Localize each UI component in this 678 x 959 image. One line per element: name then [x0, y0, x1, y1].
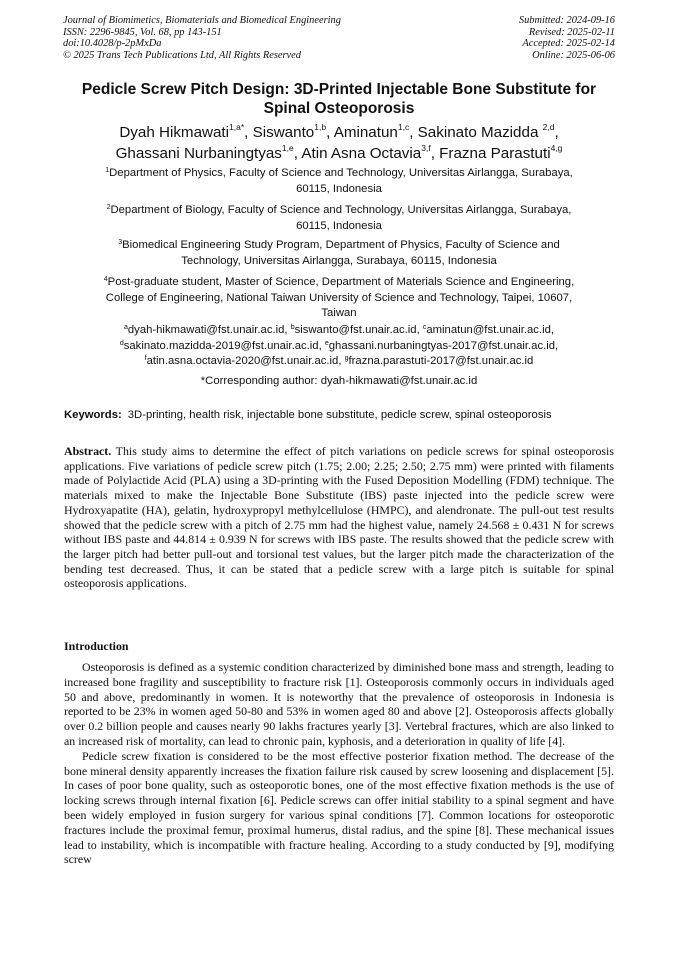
affiliation-text: Taiwan	[321, 307, 357, 320]
author-name: Frazna Parastuti	[439, 144, 551, 162]
email-address[interactable]: ghassani.nurbaningtyas-2017@fst.unair.ac.id,	[328, 339, 559, 352]
email-mark: g	[344, 355, 349, 363]
author-affiliation-mark: 1,b	[314, 122, 327, 132]
introduction-heading: Introduction	[64, 639, 129, 653]
affiliation-mark: 3	[118, 239, 123, 246]
date-revised: Revised: 2025-02-11	[528, 26, 615, 38]
email-line	[60, 354, 618, 370]
author-list	[40, 123, 638, 164]
email-mark: d	[119, 339, 124, 347]
keywords-text: 3D-printing, health risk, injectable bone substitute, pedicle screw, spinal osteoporosis	[127, 409, 552, 421]
affiliation-mark: 4	[103, 276, 108, 283]
email-mark: e	[324, 339, 329, 347]
author-affiliation-mark: 1,a*	[229, 122, 245, 132]
journal-copyright: © 2025 Trans Tech Publications Ltd, All Rights Reserved	[63, 49, 301, 61]
author-name: Sakinato Mazidda	[417, 124, 543, 141]
journal-issn: ISSN: 2296-9845, Vol. 68, pp 143-151	[63, 26, 222, 38]
journal-name: Journal of Biomimetics, Biomaterials and Biomedical Engineering	[63, 15, 341, 26]
author-separator: ,	[244, 124, 253, 141]
abstract-label: Abstract.	[64, 444, 112, 458]
affiliation-text: Biomedical Engineering Study Program, Department of Physics, Faculty of Science and	[122, 239, 560, 251]
affiliation-mark: 1	[105, 167, 110, 174]
introduction-paragraph: Pedicle screw fixation is considered to be the most effective posterior fixation method. The decrease of the bone mineral density apparently increases the fixation failure risk caused by screw loosening and displacement [5]. In cases of poor bone quality, such as osteoporotic bones, one of the most effective fixation methods is the use of locking screws through internal fixation [6]. Pedicle screws can offer initial stability to a spinal segment and have been widely employed in fusion surgery for various spinal conditions [7]. Common locations for osteoporotic fractures include the proximal femur, proximal humerus, distal radius, and the spine [8]. These mechanical issues lead to instability, which is incompatible with fracture healing. According to a study conducted by [9], modifying screw	[64, 748, 614, 867]
affiliation-text: 60115, Indonesia	[296, 182, 382, 195]
journal-header	[63, 15, 615, 61]
author-separator: ,	[326, 124, 334, 141]
author-affiliation-mark: 1,c	[397, 122, 410, 132]
affiliation-mark: 2	[106, 204, 111, 211]
introduction-paragraph: Osteoporosis is defined as a systemic condition characterized by diminished bone mass and strength, leading to increased bone fragility and susceptibility to fracture risk [1]. Osteoporosis commonly occurs in individuals aged 50 and above, predominantly in women. It is noteworthy that the prevalence of osteoporosis in Indonesia is reported to be 23% in women aged 50-80 and 53% in women aged 80 and above [2]. Osteoporosis affects globally over 0.2 billion people and causes nearly 90 lakhs fractures yearly [3]. Vertebral fractures, which are also linked to an increased risk of mortality, can lead to chronic pain, kyphosis, and a deterioration in quality of life [4].	[64, 660, 614, 748]
affiliation-2	[66, 203, 612, 234]
journal-doi: doi:10.4028/p-2pMxDa	[63, 38, 162, 50]
email-mark: c	[422, 324, 427, 331]
author-name: Dyah Hikmawati	[119, 124, 230, 141]
author-affiliation-mark: 4,g	[550, 142, 563, 153]
date-accepted: Accepted: 2025-02-14	[522, 38, 615, 50]
author-name: Siswanto	[252, 124, 315, 141]
affiliation-1	[66, 166, 612, 197]
paper-title	[40, 80, 638, 118]
email-mark: b	[290, 324, 295, 331]
author-line	[40, 144, 638, 165]
email-mark: f	[144, 355, 147, 363]
author-affiliation-mark: 2,d	[542, 122, 555, 132]
email-address[interactable]: dyah-hikmawati@fst.unair.ac.id,	[127, 324, 291, 336]
email-address[interactable]: sakinato.mazidda-2019@fst.unair.ac.id,	[123, 339, 325, 352]
affiliation-text: Department of Biology, Faculty of Science and Technology, Universitas Airlangga, Surabaya,	[110, 204, 572, 216]
introduction-body	[64, 660, 614, 867]
email-address[interactable]: siswanto@fst.unair.ac.id,	[294, 324, 423, 336]
title-line: Spinal Osteoporosis	[263, 100, 415, 117]
affiliation-text: Post-graduate student, Master of Science, Department of Materials Science and Engineering,	[107, 276, 575, 288]
affiliation-3	[66, 238, 612, 269]
affiliation-text: College of Engineering, National Taiwan University of Science and Technology, Taipei, 10607,	[105, 291, 573, 304]
author-affiliation-mark: 1,e	[281, 142, 294, 153]
abstract-text: This study aims to determine the effect of pitch variations on pedicle screws for spinal osteoporosis applications. Five variations of pedicle screw pitch (1.75; 2.00; 2.25; 2.50; 2.75 mm) were printed with filaments made of Polylactide Acid (PLA) using a 3D-printing with the Fused Deposition Modelling (FDM) technique. The materials mixed to make the Injectable Bone Substitute (IBS) paste injected into the pedicle screw were Hydroxyapatite (HA), gelatin, hydroxypropyl methylcellulose (HMPC), and alendronate. The pull-out test results showed that the pedicle screw with a pitch of 2.75 mm had the highest value, namely 24.568 ± 0.431 N for screws without IBS paste and 44.814 ± 0.939 N for screws with IBS paste. The results showed that the pedicle screw with the larger pitch had better pull-out and torsional test values, but the larger pitch made the characterization of the bending test decreased. Thus, it can be stated that a pedicle screw with a large pitch is suitable for spinal osteoporosis applications.	[64, 444, 614, 591]
email-line	[60, 339, 618, 355]
date-submitted: Submitted: 2024-09-16	[518, 15, 615, 26]
affiliation-text: 60115, Indonesia	[296, 219, 382, 232]
email-address[interactable]: atin.asna.octavia-2020@fst.unair.ac.id,	[146, 355, 345, 368]
author-name: Ghassani Nurbaningtyas	[115, 144, 282, 162]
corresponding-author: *Corresponding author: dyah-hikmawati@fst.unair.ac.id	[200, 375, 478, 387]
author-separator: ,	[554, 124, 559, 141]
author-separator: ,	[430, 144, 440, 162]
date-online: Online: 2025-06-06	[532, 49, 615, 61]
affiliation-text: Technology, Universitas Airlangga, Surabaya, 60115, Indonesia	[181, 254, 497, 267]
author-name: Atin Asna Octavia	[301, 144, 422, 162]
keywords	[64, 408, 618, 423]
title-line: Pedicle Screw Pitch Design: 3D-Printed Injectable Bone Substitute for	[81, 81, 597, 98]
publication-dates	[519, 15, 615, 61]
email-address[interactable]: aminatun@fst.unair.ac.id,	[426, 324, 555, 336]
author-line	[40, 123, 638, 144]
email-address[interactable]: frazna.parastuti-2017@fst.unair.ac.id	[348, 355, 534, 368]
email-mark: a	[123, 324, 128, 331]
journal-info	[63, 15, 341, 61]
author-separator: ,	[409, 124, 418, 141]
author-emails	[60, 323, 618, 370]
affiliation-4	[66, 275, 612, 322]
email-line	[60, 323, 618, 339]
abstract	[64, 444, 614, 591]
author-separator: ,	[293, 144, 302, 162]
keywords-label: Keywords:	[64, 409, 122, 421]
author-affiliation-mark: 3,f	[421, 142, 431, 153]
affiliation-text: Department of Physics, Faculty of Science and Technology, Universitas Airlangga, Surabaya,	[109, 167, 573, 179]
author-name: Aminatun	[333, 124, 398, 141]
